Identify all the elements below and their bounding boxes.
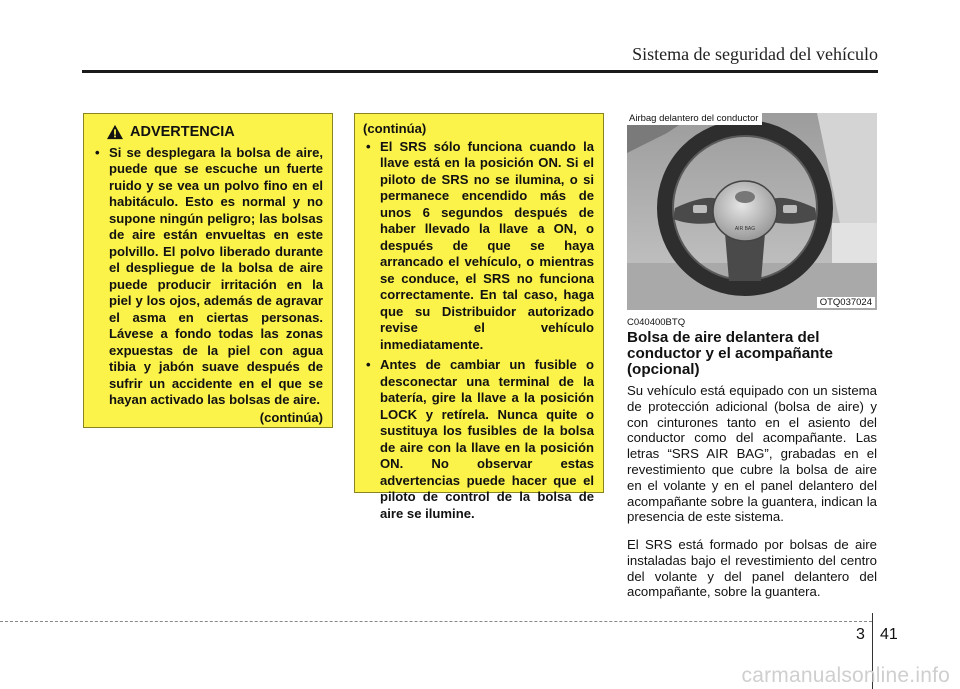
section-title: Bolsa de aire delantera del conductor y el acompañante (opcional) <box>627 329 833 378</box>
warning-2-item: • Antes de cambiar un fusible o desconectar una terminal de la batería, gire la llave a la posición LOCK y retírela. Nunca quite o sustituya los fusibles de la bolsa de aire con la llave en la posición ON. No observar estas advertencias puede hacer que el piloto de control de la bolsa de aire se ilumine. <box>363 357 594 522</box>
steering-wheel-illustration <box>627 113 877 310</box>
warning-1-list <box>92 145 323 409</box>
warning-heading <box>106 124 323 141</box>
body-paragraph: Su vehículo está equipado con un sistema de protección adicional (bolsa de aire) y con cinturones tanto en el asiento del conductor como del acompañante. Las letras “SRS AIR BAG”, grabadas en el revestimiento que cubre la bolsa de aire en el volante y en el panel delantero del acompañante sobre la guantera, indican la presencia de este sistema. <box>627 383 877 525</box>
page-number: 41 <box>880 626 898 643</box>
header-rule <box>82 70 878 73</box>
figure-code: OTQ037024 <box>817 297 875 308</box>
warning-1-item: • Si se desplegara la bolsa de aire, puede que se escuche un fuerte ruido y se vea un polvo fino en el habitáculo. Esto es normal y no supone ningún peligro; las bolsas de aire están envueltas en este polvillo. El polvo liberado durante el despliegue de la bolsa de aire puede producir irritación en la piel y los ojos, además de agravar el asma en ciertas personas. Lávese a fondo todas las zonas expuestas de la piel con agua tibia y jabón suave después de sufrir un accidente en el que se hayan activado las bolsas de aire. <box>92 145 323 409</box>
steering-wheel-figure <box>627 113 877 310</box>
warning-triangle-icon <box>106 124 124 140</box>
section-code: C040400BTQ <box>627 317 686 328</box>
warning-box-2 <box>354 113 604 521</box>
warning-2-list <box>363 139 594 523</box>
airbag-emblem: AIR BAG <box>734 226 756 232</box>
watermark: carmanualsonline.info <box>741 664 950 687</box>
page-header-title: Sistema de seguridad del vehículo <box>632 44 878 64</box>
figure-caption: Airbag delantero del conductor <box>627 113 762 125</box>
warning-box-1 <box>83 113 333 428</box>
warning-title: ADVERTENCIA <box>130 124 235 140</box>
continued-label: (continúa) <box>363 121 427 136</box>
continued-label: (continúa) <box>259 409 323 425</box>
chapter-number: 3 <box>856 626 865 643</box>
warning-2-item: • El SRS sólo funciona cuando la llave está en la posición ON. Si el piloto de SRS no se ilumina, o si permanece encendido más de unos 6 segundos después de haber llevado la llave a ON, o después de que se haya arrancado el vehículo, o mientras se conduce, el SRS no funciona correctamente. En tal caso, haga que su Distribuidor autorizado revise el vehículo inmediatamente. <box>363 139 594 354</box>
footer-rule <box>0 621 872 622</box>
body-paragraph: El SRS está formado por bolsas de aire instaladas bajo el revestimiento del centro del volante y del panel delantero del acompañante, sobre la guantera. <box>627 537 877 600</box>
